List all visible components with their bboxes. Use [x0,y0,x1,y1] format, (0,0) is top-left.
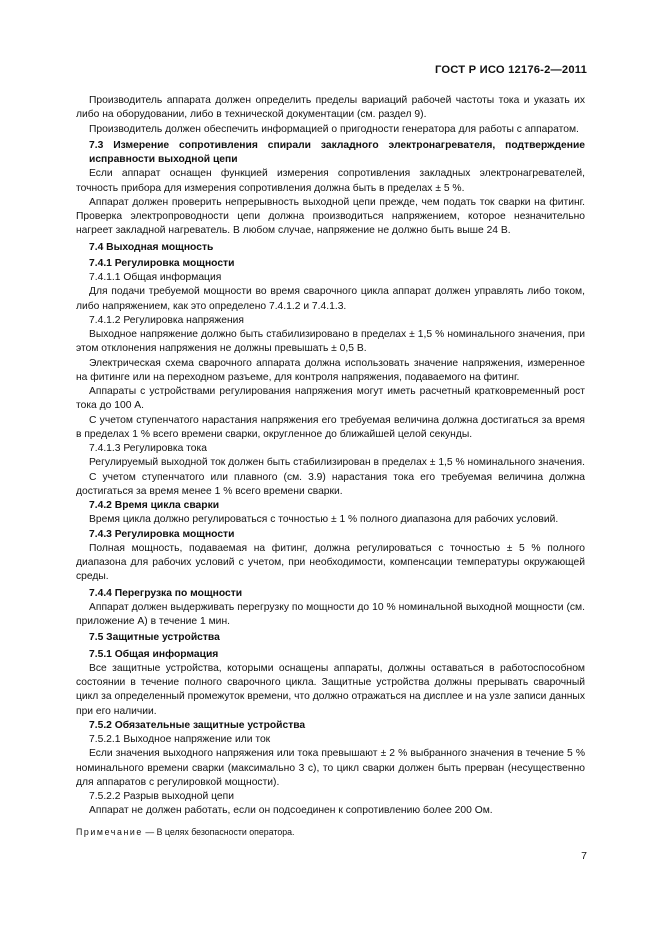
paragraph: Для подачи требуемой мощности во время сварочного цикла аппарат должен управлять либо током, либо напряжением, как это определено 7.4.1.2 и 7.4.1.3. [76,286,585,312]
document-body [76,94,585,839]
paragraph: Аппараты с устройствами регулирования напряжения могут иметь расчетный кратковременный рост тока до 100 А. [76,386,585,412]
paragraph: Производитель аппарата должен определить пределы вариаций рабочей частоты тока и указать их либо на оборудовании, либо в технической документации (см. раздел 9). [76,95,585,121]
subsection-heading: 7.5.2.2 Разрыв выходной цепи [89,791,234,802]
subsection-heading: 7.4.1.3 Регулировка тока [89,443,207,454]
page-number: 7 [581,850,587,862]
subsection-heading: 7.5.2.1 Выходное напряжение или ток [89,734,271,745]
paragraph: Аппарат не должен работать, если он подсоединен к сопротивлению более 200 Ом. [89,805,493,817]
section-heading: 7.3 Измерение сопротивления спирали закладного электронагревателя, подтверждение исправности выходной цепи [89,139,585,165]
document-header: ГОСТ Р ИСО 12176-2—2011 [435,64,587,76]
paragraph: Аппарат должен проверить непрерывность выходной цепи прежде, чем подать ток сварки на фитинг. Проверка электропроводности цепи должна производиться напряжением, которое незначительно нагреет закладной нагреватель. В любом случае, напряжение не должно быть выше 24 В. [76,196,585,237]
paragraph: С учетом ступенчатого нарастания напряжения его требуемая величина должна достигаться за время в пределах 1 % всего времени сварки, округленное до ближайшей целой секунды. [76,414,585,440]
paragraph: Производитель должен обеспечить информацией о пригодности генератора для работы с аппаратом. [89,123,579,135]
section-heading: 7.4.1 Регулировка мощности [89,257,235,269]
paragraph: С учетом ступенчатого или плавного (см. 3.9) нарастания тока его требуемая величина должна достигаться за время менее 1 % всего времени сварки. [76,471,585,497]
note [76,825,585,839]
section-heading: 7.5 Защитные устройства [89,632,220,644]
paragraph: Все защитные устройства, которыми оснащены аппараты, должны оставаться в работоспособном состоянии в течение полного сварочного цикла. Защитные устройства должны прерывать сварочный цикл за определенный промежуток времени, что должно отражаться на дисплее и на узле записи данных при его наличии. [76,662,585,717]
section-heading: 7.4.2 Время цикла сварки [89,500,220,511]
section-heading: 7.5.1 Общая информация [89,648,219,660]
paragraph: Если аппарат оснащен функцией измерения сопротивления закладных электронагревателей, точность прибора для измерения сопротивления должна быть в пределах ± 5 %. [76,168,585,194]
section-heading: 7.4 Выходная мощность [89,241,214,253]
section-heading: 7.4.4 Перегрузка по мощности [89,587,243,599]
subsection-heading: 7.4.1.1 Общая информация [89,272,222,283]
paragraph: Время цикла должно регулироваться с точностью ± 1 % полного диапазона для рабочих условий. [89,514,559,526]
subsection-heading: 7.4.1.2 Регулировка напряжения [89,314,244,326]
paragraph: Аппарат должен выдерживать перегрузку по мощности до 10 % номинальной выходной мощности (см. приложение А) в течение 1 мин. [76,601,585,627]
section-heading: 7.5.2 Обязательные защитные устройства [89,719,306,731]
note-text: — В целях безопасности оператора. [142,826,295,837]
paragraph: Регулируемый выходной ток должен быть стабилизирован в пределах ± 1,5 % номинального значения. [89,457,585,469]
section-heading: 7.4.3 Регулировка мощности [89,528,235,540]
note-label: Примечание [76,826,143,837]
paragraph: Если значения выходного напряжения или тока превышают ± 2 % выбранного значения в течение 5 % номинального времени сварки (максимально 3 с), то цикл сварки должен быть прерван (несущественно для аппаратов с регулировкой мощности). [76,748,585,788]
paragraph: Электрическая схема сварочного аппарата должна использовать значение напряжения, измеренное на фитинге или на переходном разъеме, для контроля напряжения, подаваемого на фитинг. [76,357,585,383]
paragraph: Выходное напряжение должно быть стабилизировано в пределах ± 1,5 % номинального значения, при этом отклонения напряжения не должны превышать ± 0,5 В. [76,329,585,355]
paragraph: Полная мощность, подаваемая на фитинг, должна регулироваться с точностью ± 5 % полного диапазона для рабочих условий с учетом, при необходимости, компенсации температуры окружающей среды. [76,542,585,583]
